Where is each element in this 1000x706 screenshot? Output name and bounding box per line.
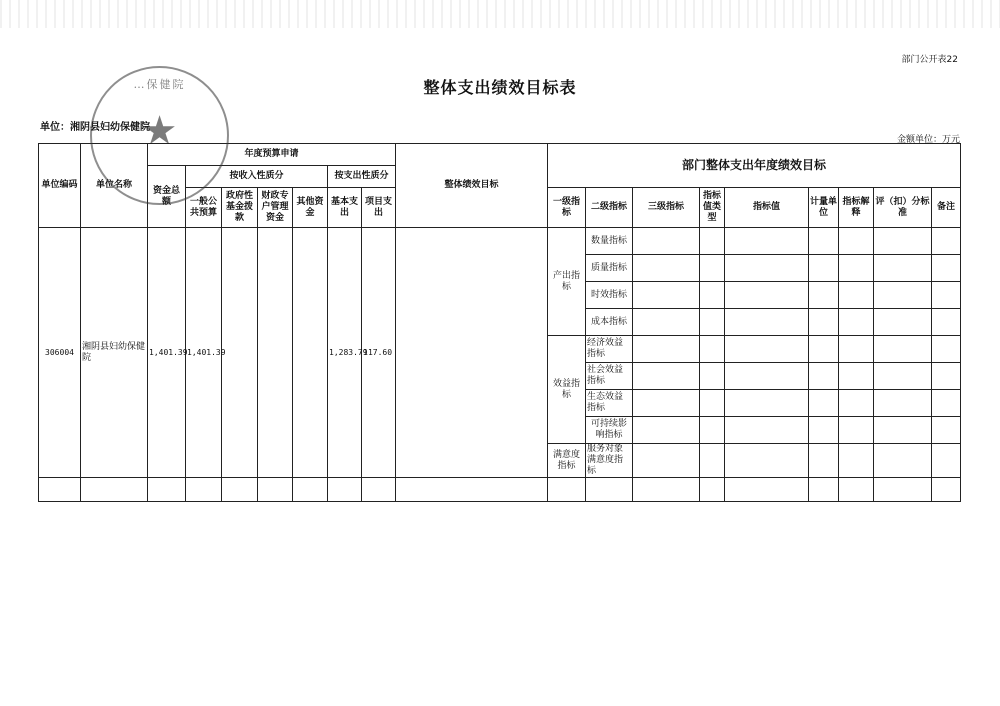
indicator-social: 社会效益指标 bbox=[586, 363, 633, 390]
col-general-public: 一般公共预算 bbox=[186, 188, 222, 228]
indicator-satisfaction: 满意度指标 bbox=[548, 444, 586, 478]
col-value-type: 指标值类型 bbox=[700, 188, 725, 228]
col-overall-target: 整体绩效目标 bbox=[396, 144, 548, 228]
col-explanation: 指标解释 bbox=[839, 188, 874, 228]
cell-unit-code: 306004 bbox=[39, 228, 81, 478]
cell-gov-fund bbox=[222, 228, 258, 478]
col-dept-target: 部门整体支出年度绩效目标 bbox=[548, 144, 961, 188]
col-gov-fund: 政府性基金拨款 bbox=[222, 188, 258, 228]
col-level2: 二级指标 bbox=[586, 188, 633, 228]
performance-table bbox=[38, 143, 961, 502]
indicator-quality: 质量指标 bbox=[586, 255, 633, 282]
indicator-cost: 成本指标 bbox=[586, 309, 633, 336]
indicator-service-satisfaction: 服务对象满意度指标 bbox=[586, 444, 633, 478]
page-title: 整体支出绩效目标表 bbox=[423, 78, 577, 97]
col-other-funds: 其他资金 bbox=[293, 188, 328, 228]
col-scoring: 评（扣）分标准 bbox=[874, 188, 932, 228]
star-icon: ★ bbox=[141, 108, 178, 154]
cell-unit-name: 湘阴县妇幼保健院 bbox=[81, 228, 148, 478]
col-remarks: 备注 bbox=[932, 188, 961, 228]
col-basic-expense: 基本支出 bbox=[328, 188, 362, 228]
cell-general-public: 1,401.39 bbox=[186, 228, 222, 478]
indicator-ecological: 生态效益指标 bbox=[586, 390, 633, 417]
col-level3: 三级指标 bbox=[633, 188, 700, 228]
empty-cell bbox=[39, 478, 81, 502]
col-project-expense: 项目支出 bbox=[362, 188, 396, 228]
indicator-sustainable: 可持续影响指标 bbox=[586, 417, 633, 444]
scan-noise bbox=[0, 0, 1000, 28]
form-number: 部门公开表22 bbox=[901, 55, 958, 65]
indicator-benefit: 效益指标 bbox=[548, 336, 586, 444]
indicator-quantity: 数量指标 bbox=[586, 228, 633, 255]
col-annual-budget: 年度预算申请 bbox=[148, 144, 396, 166]
unit-label: 单位：湘阴县妇幼保健院 bbox=[40, 122, 150, 133]
cell-overall-target bbox=[396, 228, 548, 478]
col-fiscal-special: 财政专户管理资金 bbox=[258, 188, 293, 228]
indicator-output: 产出指标 bbox=[548, 228, 586, 336]
cell-other-funds bbox=[293, 228, 328, 478]
col-unit-name: 单位名称 bbox=[81, 144, 148, 228]
cell-fiscal-special bbox=[258, 228, 293, 478]
col-unit-code: 单位编码 bbox=[39, 144, 81, 228]
cell-total: 1,401.39 bbox=[148, 228, 186, 478]
col-by-income: 按收入性质分 bbox=[186, 166, 328, 188]
cell-basic: 1,283.79 bbox=[328, 228, 362, 478]
col-level1: 一级指标 bbox=[548, 188, 586, 228]
indicator-timeliness: 时效指标 bbox=[586, 282, 633, 309]
cell-project: 117.60 bbox=[362, 228, 396, 478]
col-by-expense: 按支出性质分 bbox=[328, 166, 396, 188]
col-measure-unit: 计量单位 bbox=[809, 188, 839, 228]
indicator-economic: 经济效益指标 bbox=[586, 336, 633, 363]
col-total-funds: 资金总额 bbox=[148, 166, 186, 228]
col-indicator-value: 指标值 bbox=[725, 188, 809, 228]
amount-unit-label: 金额单位：万元 bbox=[896, 135, 960, 145]
seal-text: …保健院 bbox=[133, 78, 186, 91]
